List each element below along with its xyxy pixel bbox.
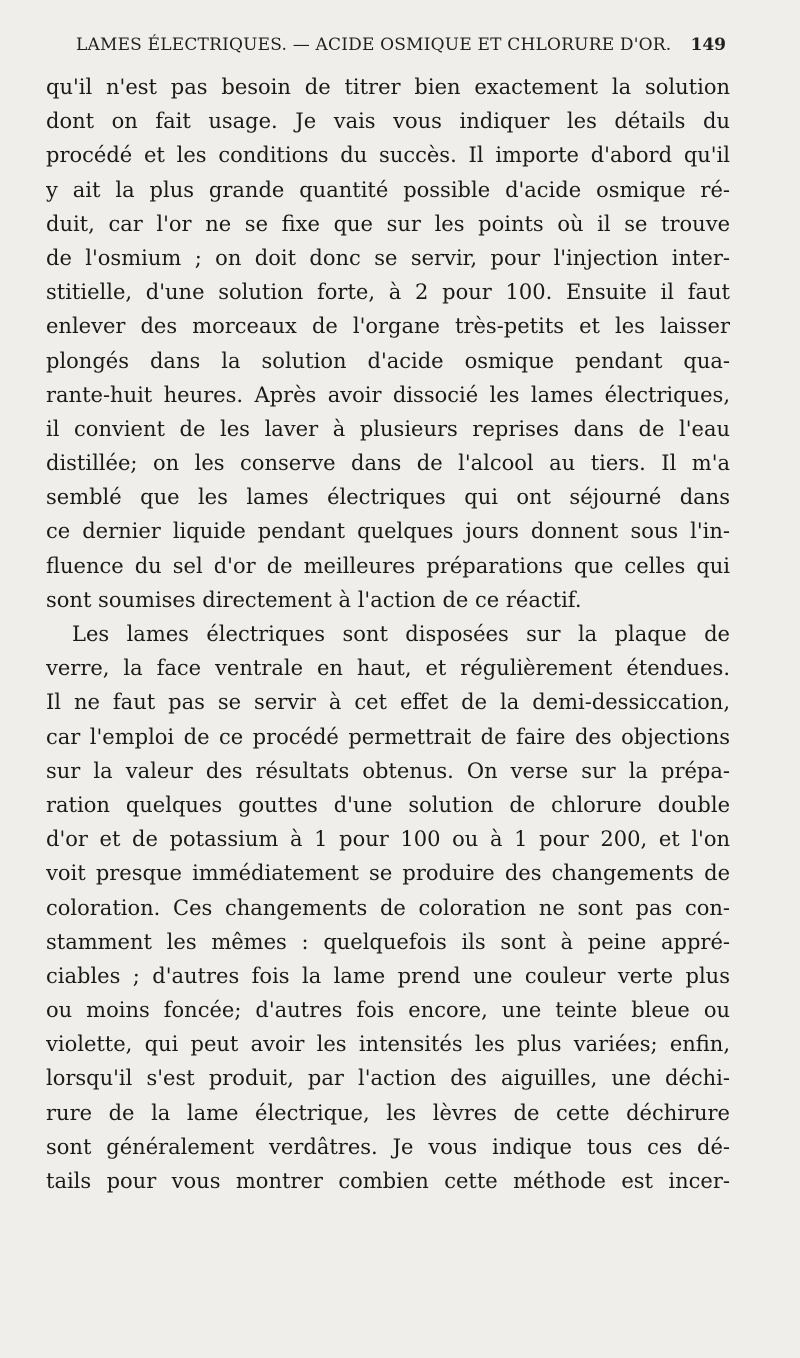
text-line: stitielle, d'une solution forte, à 2 pour 100. Ensuite il faut — [46, 280, 730, 305]
text-line: lorsqu'il s'est produit, par l'action des aiguilles, une déchi- — [46, 1066, 730, 1091]
text-line: il convient de les laver à plusieurs reprises dans de l'eau — [46, 416, 730, 441]
text-line: dont on fait usage. Je vais vous indiquer les détails du — [46, 109, 730, 134]
text-line: qu'il n'est pas besoin de titrer bien exactement la solution — [46, 75, 730, 99]
text-line: violette, qui peut avoir les intensités les plus variées; enfin, — [46, 1032, 730, 1057]
text-line: de l'osmium ; on doit donc se servir, pour l'injection inter- — [46, 245, 730, 270]
running-title: LAMES ÉLECTRIQUES. — ACIDE OSMIQUE ET CHLORURE D'OR. — [76, 35, 672, 55]
text-line: sur la valeur des résultats obtenus. On verse sur la prépa- — [46, 758, 730, 783]
text-line: distillée; on les conserve dans de l'alcool au tiers. Il m'a — [46, 451, 730, 476]
text-line: car l'emploi de ce procédé permettrait de faire des objections — [46, 724, 730, 749]
text-line: sont généralement verdâtres. Je vous indique tous ces dé- — [46, 1134, 730, 1159]
running-header — [76, 30, 726, 60]
text-line: rure de la lame électrique, les lèvres de cette déchirure — [46, 1100, 730, 1125]
text-line: Il ne faut pas se servir à cet effet de la demi-dessiccation, — [46, 690, 730, 715]
text-line: verre, la face ventrale en haut, et régulièrement étendues. — [46, 656, 730, 681]
text-line: ou moins foncée; d'autres fois encore, une teinte bleue ou — [46, 998, 730, 1023]
text-line: y ait la plus grande quantité possible d'acide osmique ré- — [46, 177, 730, 202]
body-text — [46, 70, 730, 1198]
text-line: stamment les mêmes : quelquefois ils sont à peine appré- — [46, 929, 730, 954]
text-line: coloration. Ces changements de coloration ne sont pas con- — [46, 895, 730, 920]
text-line: d'or et de potassium à 1 pour 100 ou à 1 pour 200, et l'on — [46, 827, 730, 852]
text-line: procédé et les conditions du succès. Il importe d'abord qu'il — [46, 143, 730, 168]
text-line: fluence du sel d'or de meilleures préparations que celles qui — [46, 553, 730, 578]
text-line: ration quelques gouttes d'une solution de chlorure double — [46, 792, 730, 817]
text-line: duit, car l'or ne se fixe que sur les points où il se trouve — [46, 211, 730, 236]
text-line: rante-huit heures. Après avoir dissocié les lames électriques, — [46, 382, 730, 407]
page-number: 149 — [690, 35, 726, 55]
text-line: enlever des morceaux de l'organe très-petits et les laisser — [46, 314, 730, 339]
paragraph-start-line: Les lames électriques sont disposées sur la plaque de — [72, 622, 730, 646]
text-line: ciables ; d'autres fois la lame prend une couleur verte plus — [46, 963, 730, 988]
text-line: tails pour vous montrer combien cette méthode est incer- — [46, 1169, 730, 1193]
text-line: voit presque immédiatement se produire des changements de — [46, 861, 730, 886]
text-line: plongés dans la solution d'acide osmique pendant qua- — [46, 348, 730, 373]
text-line: ce dernier liquide pendant quelques jours donnent sous l'in- — [46, 519, 730, 544]
paragraph-end-line: sont soumises directement à l'action de ce réactif. — [46, 587, 582, 612]
text-line: semblé que les lames électriques qui ont séjourné dans — [46, 485, 730, 510]
